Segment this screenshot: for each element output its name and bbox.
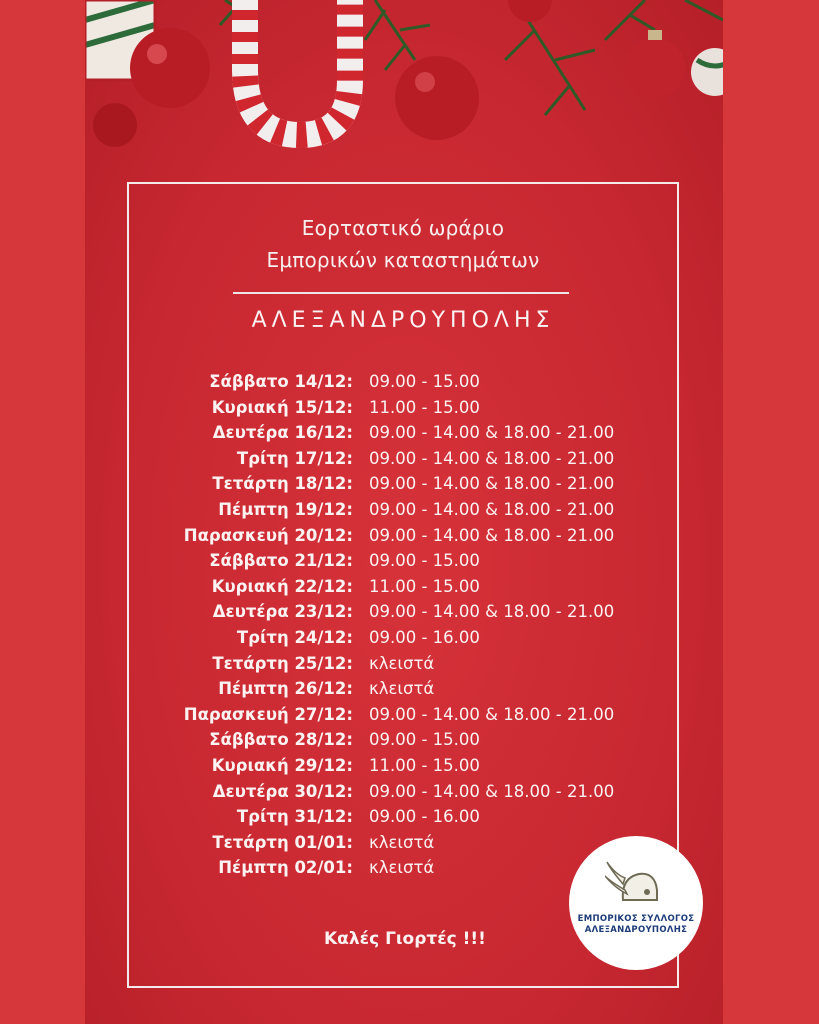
title-line-1: Εορταστικό ωράριο — [301, 216, 505, 240]
logo-text-line-1: ΕΜΠΟΡΙΚΟΣ ΣΥΛΛΟΓΟΣ — [577, 914, 695, 924]
hermes-helmet-icon — [605, 860, 667, 912]
schedule-hours: 11.00 - 15.00 — [369, 576, 480, 596]
schedule-hours: 09.00 - 15.00 — [369, 730, 480, 750]
holiday-poster — [85, 0, 723, 1024]
schedule-day: Τετάρτη 01/01: — [212, 832, 353, 852]
schedule-row — [129, 730, 677, 754]
schedule-day: Παρασκευή 20/12: — [183, 525, 353, 545]
schedule-row — [129, 679, 677, 703]
schedule-hours: 09.00 - 14.00 & 18.00 - 21.00 — [369, 500, 615, 519]
schedule-hours: 09.00 - 14.00 & 18.00 - 21.00 — [369, 423, 615, 443]
title-divider — [233, 292, 569, 294]
schedule-row — [129, 782, 677, 806]
schedule-day: Τετάρτη 18/12: — [212, 474, 353, 494]
schedule-hours: 09.00 - 14.00 & 18.00 - 21.00 — [369, 525, 615, 545]
title-line-2: Εμπορικών καταστημάτων — [266, 248, 540, 272]
schedule-hours: κλειστά — [369, 653, 435, 673]
schedule-hours: 09.00 - 16.00 — [369, 807, 480, 827]
schedule-day: Πέμπτη 19/12: — [218, 500, 353, 519]
schedule-hours: 09.00 - 14.00 & 18.00 - 21.00 — [369, 474, 615, 494]
schedule-hours: 09.00 - 14.00 & 18.00 - 21.00 — [369, 781, 615, 801]
schedule-hours: 09.00 - 15.00 — [369, 372, 480, 391]
schedule-day: Κυριακή 22/12: — [211, 576, 353, 596]
schedule-frame — [127, 182, 695, 988]
schedule-row — [129, 526, 677, 550]
schedule-hours: κλειστά — [369, 832, 435, 852]
schedule-day: Κυριακή 15/12: — [211, 397, 353, 417]
schedule-row — [129, 756, 677, 780]
schedule-row — [129, 602, 677, 626]
schedule-hours: 09.00 - 16.00 — [369, 628, 480, 647]
schedule-day: Σάββατο 21/12: — [209, 551, 353, 571]
schedule-day: Παρασκευή 27/12: — [183, 704, 353, 724]
greeting-text: Καλές Γιορτές !!! — [324, 929, 486, 949]
schedule-row — [129, 807, 677, 831]
schedule-row — [129, 398, 677, 422]
schedule-hours: κλειστά — [369, 679, 435, 699]
schedule-row — [129, 654, 677, 678]
schedule-row — [129, 500, 677, 524]
schedule-row — [129, 423, 677, 447]
association-logo — [569, 836, 703, 970]
schedule-day: Δευτέρα 23/12: — [212, 602, 353, 622]
schedule-day: Σάββατο 28/12: — [209, 730, 353, 750]
schedule-row — [129, 474, 677, 498]
schedule-hours: 11.00 - 15.00 — [369, 397, 480, 417]
schedule-row — [129, 705, 677, 729]
candy-cane-icon — [245, 0, 350, 135]
schedule-day: Τρίτη 31/12: — [236, 807, 353, 827]
schedule-day: Δευτέρα 30/12: — [212, 781, 353, 801]
schedule-hours: 09.00 - 14.00 & 18.00 - 21.00 — [369, 704, 615, 724]
schedule-row — [129, 577, 677, 601]
christmas-decoration — [85, 0, 723, 170]
schedule-day: Πέμπτη 26/12: — [218, 679, 353, 699]
schedule-hours: 11.00 - 15.00 — [369, 756, 480, 775]
schedule-day: Σάββατο 14/12: — [209, 372, 353, 391]
city-name: ΑΛΕΞΑΝΔΡΟΥΠΟΛΗΣ — [251, 308, 555, 333]
schedule-row — [129, 551, 677, 575]
schedule-hours: 09.00 - 14.00 & 18.00 - 21.00 — [369, 448, 615, 468]
schedule-day: Δευτέρα 16/12: — [212, 423, 353, 443]
logo-text-line-2: ΑΛΕΞΑΝΔΡΟΥΠΟΛΗΣ — [584, 925, 688, 935]
ornament-balls-icon — [93, 0, 723, 147]
schedule-day: Τετάρτη 25/12: — [212, 653, 353, 673]
schedule-row — [129, 372, 677, 396]
schedule-hours: 09.00 - 15.00 — [369, 551, 480, 571]
schedule-hours: 09.00 - 14.00 & 18.00 - 21.00 — [369, 602, 615, 622]
schedule-hours: κλειστά — [369, 858, 435, 878]
schedule-row — [129, 449, 677, 473]
schedule-row — [129, 628, 677, 652]
schedule-day: Τρίτη 17/12: — [236, 448, 353, 468]
schedule-day: Κυριακή 29/12: — [211, 756, 353, 775]
schedule-day: Τρίτη 24/12: — [236, 628, 353, 647]
schedule-day: Πέμπτη 02/01: — [218, 858, 353, 878]
